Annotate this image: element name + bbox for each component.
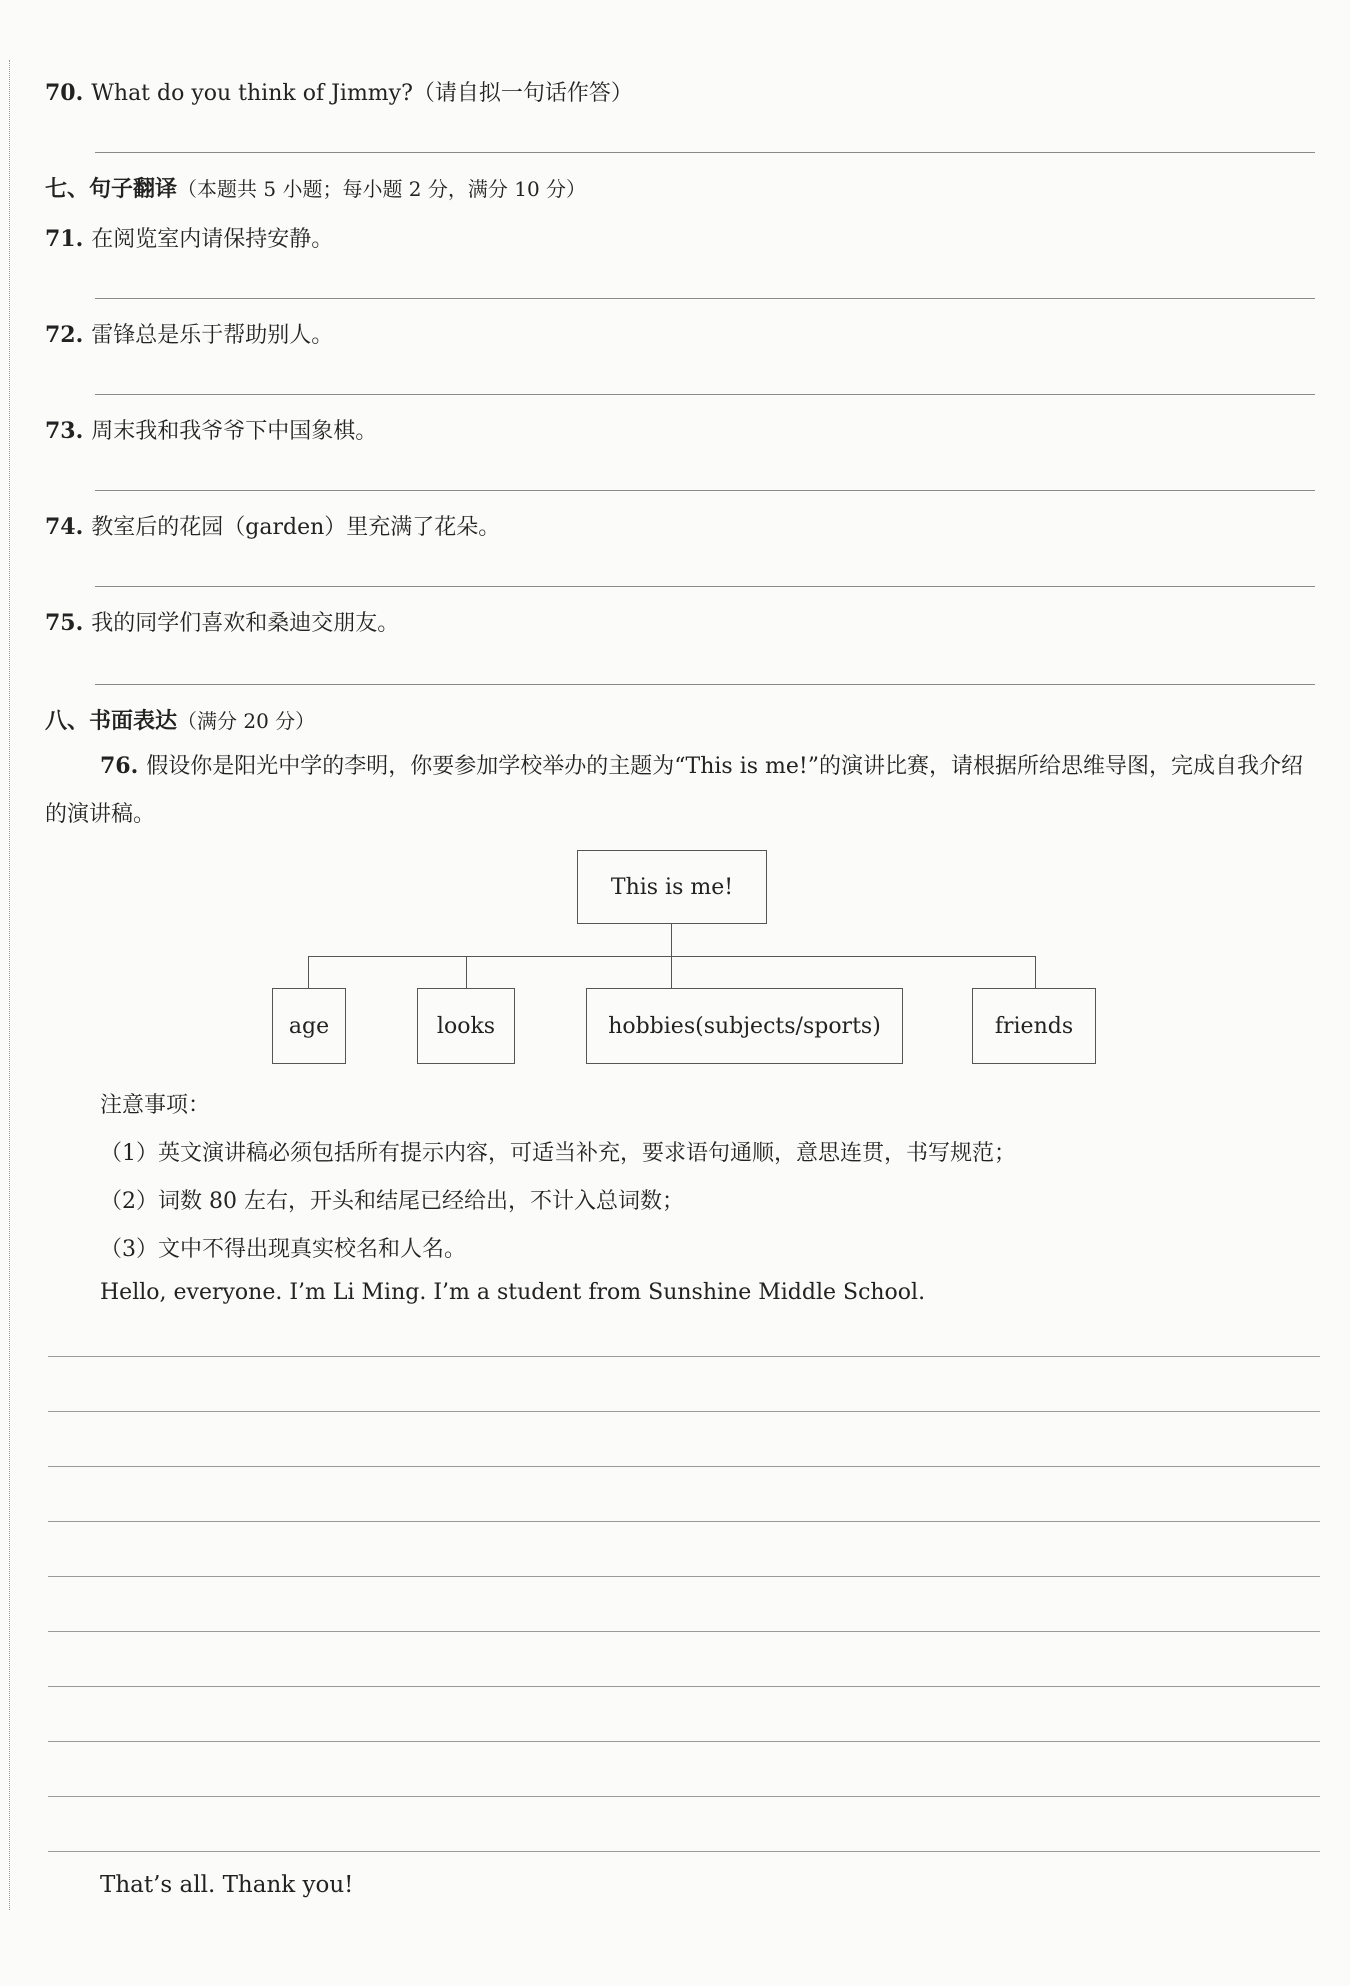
section-note: （满分 20 分） [177, 709, 316, 733]
writing-line[interactable] [48, 1466, 1320, 1467]
question-71 [45, 222, 333, 253]
question-number: 74. [45, 514, 84, 540]
section-8-heading [45, 704, 315, 735]
writing-line[interactable] [48, 1686, 1320, 1687]
answer-line-73[interactable] [95, 490, 1315, 491]
answer-line-74[interactable] [95, 586, 1315, 587]
writing-line[interactable] [48, 1576, 1320, 1577]
mindmap-connector-hobbies [671, 956, 672, 988]
section-title: 七、句子翻译 [45, 176, 178, 202]
question-70 [45, 76, 633, 107]
question-76 [45, 742, 1320, 839]
notes-title: 注意事项： [100, 1093, 211, 1118]
answer-line-75[interactable] [95, 684, 1315, 685]
note-item-3: （3）文中不得出现真实校名和人名。 [100, 1237, 466, 1262]
mindmap-box-looks: looks [417, 988, 515, 1064]
question-74 [45, 510, 500, 541]
question-number: 73. [45, 418, 84, 444]
question-number: 72. [45, 322, 84, 348]
writing-line[interactable] [48, 1796, 1320, 1797]
section-7-heading [45, 172, 586, 203]
question-text: What do you think of Jimmy?（请自拟一句话作答） [91, 81, 633, 106]
mindmap-root-connector [671, 924, 672, 956]
section-title: 八、书面表达 [45, 708, 178, 734]
note-item-2: （2）词数 80 左右，开头和结尾已经给出，不计入总词数； [100, 1189, 684, 1214]
question-number: 70. [45, 80, 84, 106]
section-note: （本题共 5 小题；每小题 2 分，满分 10 分） [177, 177, 587, 201]
writing-line[interactable] [48, 1411, 1320, 1412]
mindmap-box-friends: friends [972, 988, 1096, 1064]
question-number: 76. [100, 753, 139, 779]
answer-line-70[interactable] [95, 152, 1315, 153]
answer-line-71[interactable] [95, 298, 1315, 299]
mindmap-box-hobbies: hobbies(subjects/sports) [586, 988, 903, 1064]
answer-line-72[interactable] [95, 394, 1315, 395]
writing-line[interactable] [48, 1356, 1320, 1357]
question-number: 71. [45, 226, 84, 252]
question-73 [45, 414, 377, 445]
note-item-1: （1）英文演讲稿必须包括所有提示内容，可适当补充，要求语句通顺，意思连贯，书写规范； [100, 1141, 1017, 1166]
mindmap-connector-friends [1035, 956, 1036, 988]
writing-line[interactable] [48, 1851, 1320, 1852]
mindmap-box-age: age [272, 988, 346, 1064]
question-text: 在阅览室内请保持安静。 [91, 227, 334, 252]
binding-margin-line [9, 60, 10, 1910]
essay-opening: Hello, everyone. I’m Li Ming. I’m a student from Sunshine Middle School. [100, 1280, 926, 1305]
mindmap-root-box: This is me! [577, 850, 767, 924]
question-number: 75. [45, 610, 84, 636]
question-text: 周末我和我爷爷下中国象棋。 [91, 419, 378, 444]
question-text: 假设你是阳光中学的李明，你要参加学校举办的主题为“This is me!”的演讲比赛，请根据所给思维导图，完成自我介绍的演讲稿。 [45, 754, 1303, 827]
writing-line[interactable] [48, 1631, 1320, 1632]
question-text: 雷锋总是乐于帮助别人。 [91, 323, 334, 348]
question-text: 教室后的花园（garden）里充满了花朵。 [91, 515, 501, 540]
mindmap-connector-looks [466, 956, 467, 988]
mindmap-connector-age [308, 956, 309, 988]
writing-line[interactable] [48, 1741, 1320, 1742]
writing-line[interactable] [48, 1521, 1320, 1522]
question-75 [45, 606, 399, 637]
essay-closing: That’s all. Thank you! [100, 1872, 354, 1898]
question-72 [45, 318, 333, 349]
question-text: 我的同学们喜欢和桑迪交朋友。 [91, 611, 400, 636]
